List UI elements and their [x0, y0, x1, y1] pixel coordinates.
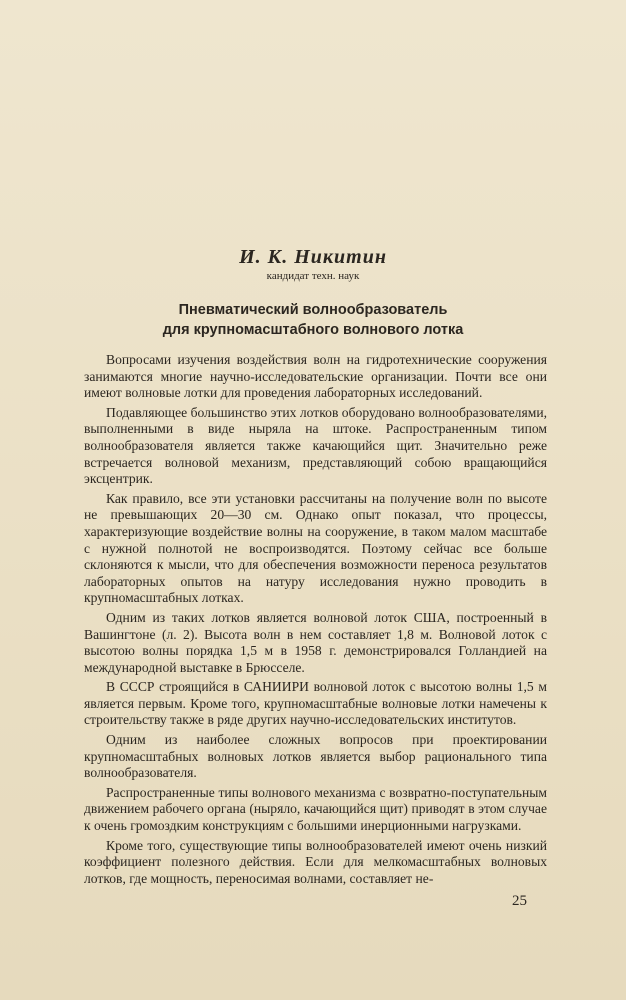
article-title — [60, 300, 566, 340]
article-body — [84, 352, 547, 890]
author-name: И. К. Никитин — [239, 246, 387, 268]
paragraph: Подавляющее большинство этих лотков оборудовано волнообразователями, выполненными в виде ныряла на штоке. Распространенным типом волнообразователя является также качающийся щит. Значительно реже встречается волновой механизм, представляющий собою вращающийся эксцентрик. — [84, 404, 547, 487]
title-line-2: для крупномасштабного волнового лотка — [162, 322, 464, 338]
paragraph: В СССР строящийся в САНИИРИ волновой лоток с высотою волны 1,5 м является первым. Кроме того, крупномасштабные волновые лотки намечены к строительству также в ряде других научно-исследовательских институтов. — [84, 679, 547, 728]
page-number: 25 — [512, 893, 527, 909]
paragraph: Одним из таких лотков является волновой лоток США, построенный в Вашингтоне (л. 2). Высота волн в нем составляет 1,8 м. Волновой лоток с высотою волны порядка 1,5 м в 1958 г. демонстрировался Голландией на международной выставке в Брюсселе. — [84, 609, 547, 675]
author-degree: кандидат техн. наук — [266, 270, 360, 282]
paragraph: Как правило, все эти установки рассчитаны на получение волн по высоте не превышающих 20—30 см. Однако опыт показал, что процессы, характеризующие воздействие волны на сооружение, в таком малом масштабе с нужной полнотой не воспроизводятся. Поэтому сейчас все больше склоняются к мысли, что для обеспечения возможности переноса результатов лабораторных опытов на натуру исследования нужно проводить в крупномасштабных лотках. — [84, 490, 547, 606]
paragraph: Вопросами изучения воздействия волн на гидротехнические сооружения занимаются многие научно-исследовательские организации. Почти все они имеют волновые лотки для проведения лабораторных исследований. — [84, 352, 547, 401]
paragraph: Распространенные типы волнового механизма с возвратно-поступательным движением рабочего органа (ныряло, качающийся щит) приводят в этом случае к очень громоздким конструкциям с большими инерционными нагрузками. — [84, 784, 547, 834]
paragraph: Кроме того, существующие типы волнообразователей имеют очень низкий коэффициент полезного действия. Если для мелкомасштабных волновых лотков, где мощность, переносимая волнами, составляет не- — [84, 837, 547, 886]
title-line-1: Пневматический волнообразователь — [178, 302, 448, 318]
paragraph: Одним из наиболее сложных вопросов при проектировании крупномасштабных волновых лотков является выбор рационального типа волнообразователя. — [84, 732, 547, 781]
